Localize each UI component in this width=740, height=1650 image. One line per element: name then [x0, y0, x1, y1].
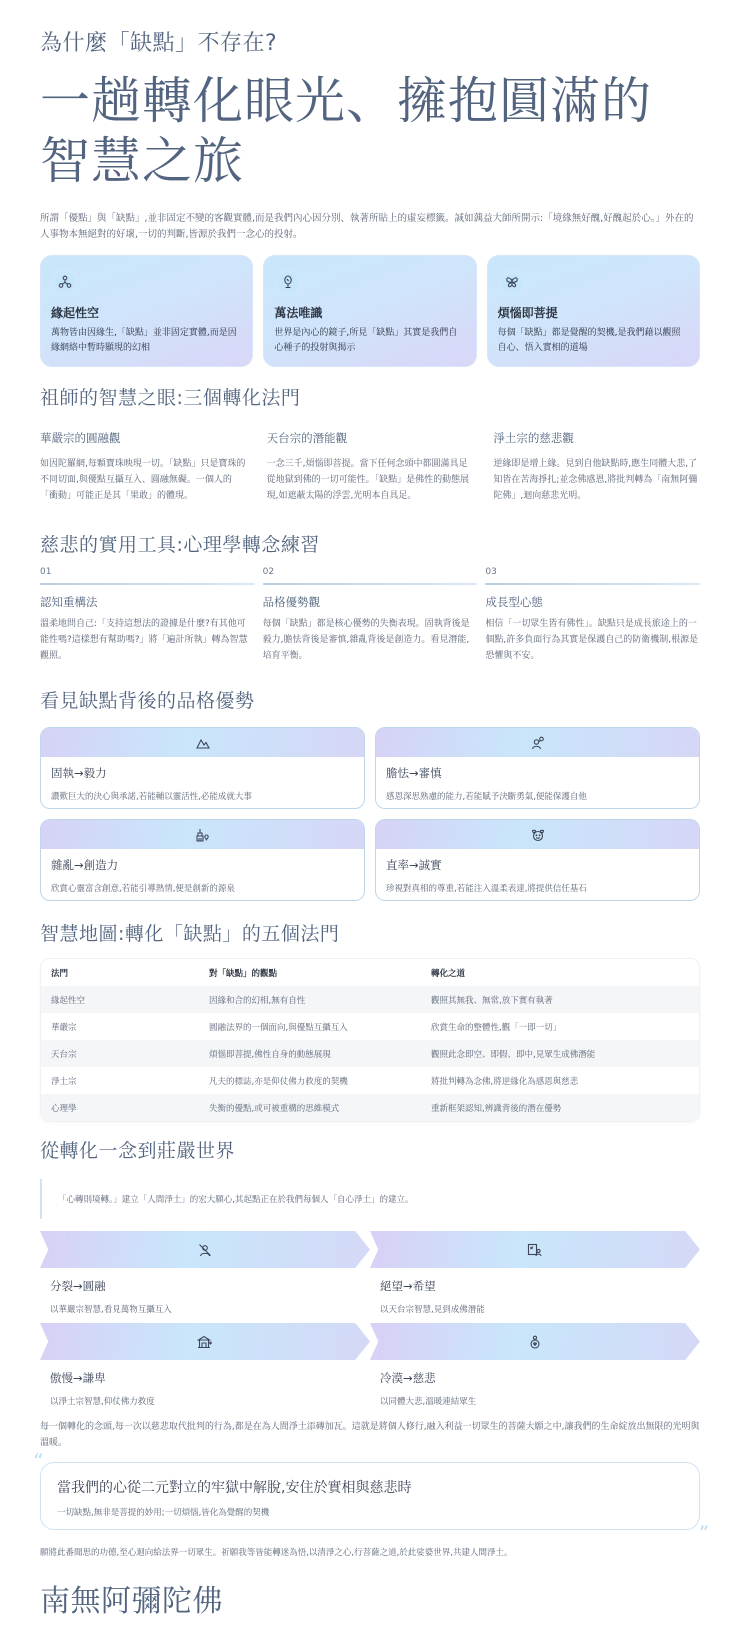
strength-card — [375, 819, 700, 901]
table-row — [41, 1040, 699, 1067]
concept-card-afflictions-bodhi — [487, 255, 700, 367]
dedication-text: 願將此番聞思的功德,至心迴向給法界一切眾生。祈願我等皆能轉迷為悟,以清淨之心,行菩薩之道,於此娑婆世界,共建人間淨土。 — [40, 1548, 513, 1558]
concept-desc: 每個「缺點」都是覺醒的契機,是我們藉以觀照自心、悟入實相的道場 — [497, 328, 681, 353]
strength-title: 雜亂→創造力 — [51, 858, 119, 872]
concept-title: 緣起性空 — [51, 306, 100, 320]
strength-desc: 感恩深思熟慮的能力,若能賦予決斷勇氣,便能保護自他 — [386, 792, 587, 802]
strength-desc: 珍視對真相的尊重,若能注入溫柔表達,將提供信任基石 — [386, 884, 587, 894]
patriarchs-section — [40, 383, 700, 504]
page-subtitle: 為什麼「缺點」不存在? — [40, 31, 278, 56]
transformation-title: 分裂→圓融 — [50, 1279, 106, 1293]
wisdom-map-table — [40, 958, 700, 1122]
concept-desc: 萬物皆由因緣生,「缺點」並非固定實體,而是因緣網絡中暫時顯現的幻相 — [51, 328, 237, 353]
tools-section — [40, 530, 700, 664]
section-heading: 慈悲的實用工具:心理學轉念練習 — [40, 534, 320, 556]
strength-title: 直率→誠實 — [386, 858, 442, 872]
section-heading: 從轉化一念到莊嚴世界 — [40, 1140, 236, 1162]
transformation-title: 傲慢→謙卑 — [50, 1371, 106, 1385]
column-header: 對「缺點」的觀點 — [199, 959, 421, 986]
table-cell: 圓融法界的一個面向,與優點互攝互入 — [209, 1022, 348, 1033]
table-row — [41, 1094, 699, 1121]
transformation-title: 絕望→希望 — [380, 1279, 436, 1293]
document-person-icon — [527, 1243, 543, 1257]
patriarch-title: 天台宗的潛能觀 — [266, 431, 348, 445]
patriarch-desc: 如因陀羅網,每顆寶珠映現一切。「缺點」只是寶珠的不同切面,與優點互攝互入、圓融無礙。一個人的「衝動」可能正是其「果敢」的體現。 — [40, 459, 246, 501]
step-desc: 溫柔地問自己:「支持這想法的證據是什麼?有其他可能性嗎?這樣想有幫助嗎?」將「遍計所執」轉為智慧觀照。 — [40, 619, 248, 661]
quote-subtitle: 一切缺點,無非是菩提的妙用;一切煩惱,皆化為覺醒的契機 — [57, 1508, 270, 1518]
step-title: 認知重構法 — [40, 595, 98, 609]
step-title: 品格優勢觀 — [262, 595, 321, 609]
step-title: 成長型心態 — [485, 595, 543, 609]
quote-close-icon: ” — [698, 1521, 709, 1545]
transformation-grid — [40, 1231, 700, 1415]
step-number: 01 — [40, 567, 52, 577]
step-desc: 每個「缺點」都是核心優勢的失衡表現。固執背後是毅力,膽怯背後是審慎,雜亂背後是創造力。看見潛能,培育平衡。 — [262, 619, 470, 661]
patriarch-item — [493, 430, 700, 504]
nodes-icon — [51, 268, 79, 296]
concept-title: 煩惱即菩提 — [497, 306, 558, 320]
page-header — [40, 0, 700, 243]
transformation-item — [370, 1231, 700, 1323]
transformation-title: 冷漠→慈悲 — [380, 1371, 436, 1385]
strengths-section — [40, 686, 700, 901]
table-cell: 重新框架認知,辨識背後的潛在優勢 — [421, 1094, 699, 1121]
table-row — [41, 986, 699, 1013]
highlight-quote — [33, 1449, 709, 1545]
callout-quote: 「心轉則境轉。」建立「人間淨土」的宏大願心,其起點正在於我們每個人「自心淨土」的建立。 — [40, 1179, 700, 1219]
paintbrush-idea-icon — [195, 828, 211, 842]
concept-card-dependent-origination — [40, 255, 253, 367]
wisdom-map-section — [40, 919, 700, 1122]
table-cell: 失衡的優點,或可被重構的思維模式 — [199, 1094, 421, 1121]
person-off-icon — [198, 1243, 212, 1257]
strength-card — [375, 727, 700, 809]
intro-paragraph: 所謂「優點」與「缺點」,並非固定不變的客觀實體,而是我們內心因分別、執著所貼上的虛妄標籤。誠如蕅益大師所開示:「境緣無好醜,好醜起於心。」外在的人事物本無絕對的好壞,一切的判斷,皆源於我們一念心的投射。 — [40, 213, 694, 240]
transformation-item — [370, 1323, 700, 1415]
tool-step — [40, 567, 255, 664]
section-heading: 智慧地圖:轉化「缺點」的五個法門 — [40, 923, 340, 945]
tool-step — [485, 567, 700, 664]
concept-cards — [40, 255, 700, 367]
strength-title: 固執→毅力 — [51, 766, 107, 780]
transformation-item — [40, 1323, 370, 1415]
page-title: 一趟轉化眼光、擁抱圓滿的智慧之旅 — [40, 72, 652, 190]
strength-card — [40, 819, 365, 901]
patriarch-item — [40, 430, 247, 504]
step-divider — [40, 583, 255, 585]
patriarch-desc: 逆緣即是增上緣。見到自他缺點時,應生同體大悲,了知皆在苦海掙扎;並念佛感恩,將批判轉為「南無阿彌陀佛」,迴向慈悲光明。 — [493, 459, 698, 501]
section-heading: 看見缺點背後的品格優勢 — [40, 690, 255, 712]
table-cell: 欣賞生命的整體性,觀「一即一切」 — [431, 1022, 562, 1033]
strength-card — [40, 727, 365, 809]
concept-desc: 世界是內心的鏡子,所見「缺點」其實是我們自心種子的投射與揭示 — [274, 328, 458, 353]
transformation-item — [40, 1231, 370, 1323]
section-heading: 祖師的智慧之眼:三個轉化法門 — [40, 387, 301, 409]
step-divider — [263, 583, 478, 585]
table-cell: 煩惱即菩提,佛性自身的動態展現 — [199, 1040, 421, 1067]
strength-title: 膽怯→審慎 — [386, 766, 442, 780]
patriarch-desc: 一念三千,煩惱即菩提。當下任何念頭中都圓滿具足從地獄到佛的一切可能性。「缺點」是佛性的動態展現,如遮蔽太陽的浮雲,光明本自具足。 — [266, 459, 470, 501]
table-cell: 觀照其無我、無常,放下實有執著 — [421, 986, 699, 1013]
transformation-desc: 以天台宗智慧,見到成佛潛能 — [380, 1305, 485, 1315]
table-cell: 淨土宗 — [51, 1076, 77, 1087]
transformation-desc: 以淨土宗智慧,仰仗佛力救度 — [50, 1397, 155, 1407]
world-section — [40, 1136, 700, 1451]
step-divider — [485, 583, 700, 585]
table-cell: 心理學 — [41, 1094, 199, 1121]
person-search-icon — [531, 736, 545, 750]
table-header-row — [41, 959, 699, 986]
smile-hearts-icon — [530, 828, 546, 842]
closing-paragraph: 每一個轉化的念頭,每一次以慈悲取代批判的行為,都是在為人間淨土添磚加瓦。這就是將個人修行,融入利益一切眾生的菩薩大願之中,讓我們的生命綻放出無限的光明與溫暖。 — [40, 1422, 700, 1448]
concept-card-consciousness-only — [263, 255, 476, 367]
step-number: 03 — [485, 567, 497, 577]
table-cell: 天台宗 — [41, 1040, 199, 1067]
strength-desc: 欣賞心靈富含創意,若能引導熱情,便是創新的源泉 — [51, 884, 235, 894]
step-desc: 相信「一切眾生皆有佛性」。缺點只是成長旅途上的一個點,許多負面行為其實是保護自己的防衛機制,根源是恐懼與不安。 — [485, 619, 699, 661]
transformation-desc: 以華嚴宗智慧,看見萬物互攝互入 — [50, 1305, 172, 1315]
transformation-desc: 以同體大悲,溫暖連結眾生 — [380, 1397, 477, 1407]
closing-chant: 南無阿彌陀佛 — [40, 1584, 223, 1619]
person-heart-icon — [528, 1335, 542, 1349]
tool-step — [263, 567, 478, 664]
step-number: 02 — [262, 567, 275, 577]
butterfly-icon — [498, 268, 526, 296]
table-cell: 觀照此念即空、即假、即中,見眾生成佛潛能 — [421, 1040, 699, 1067]
temple-icon — [197, 1335, 213, 1349]
table-cell: 華嚴宗 — [51, 1022, 77, 1033]
patriarch-title: 淨土宗的慈悲觀 — [493, 431, 574, 445]
table-cell: 凡夫的標誌,亦是仰仗佛力救度的契機 — [209, 1076, 348, 1087]
mountain-icon — [196, 737, 210, 749]
mirror-icon — [274, 268, 302, 296]
column-header: 法門 — [41, 959, 199, 986]
concept-title: 萬法唯識 — [274, 306, 323, 320]
table-row — [41, 1067, 699, 1094]
table-cell: 將批判轉為念佛,將逆緣化為感恩與慈悲 — [431, 1076, 579, 1087]
table-cell: 因緣和合的幻相,無有自性 — [199, 986, 421, 1013]
quote-open-icon: “ — [33, 1449, 44, 1473]
patriarch-title: 華嚴宗的圓融觀 — [40, 431, 121, 445]
patriarch-item — [267, 430, 474, 504]
table-row — [41, 1013, 699, 1040]
table-cell: 緣起性空 — [41, 986, 199, 1013]
quote-title: 當我們的心從二元對立的牢獄中解脫,安住於實相與慈悲時 — [57, 1480, 412, 1496]
strength-desc: 讚歎巨大的決心與承諾,若能輔以靈活性,必能成就大事 — [51, 792, 252, 802]
column-header: 轉化之道 — [421, 959, 699, 986]
